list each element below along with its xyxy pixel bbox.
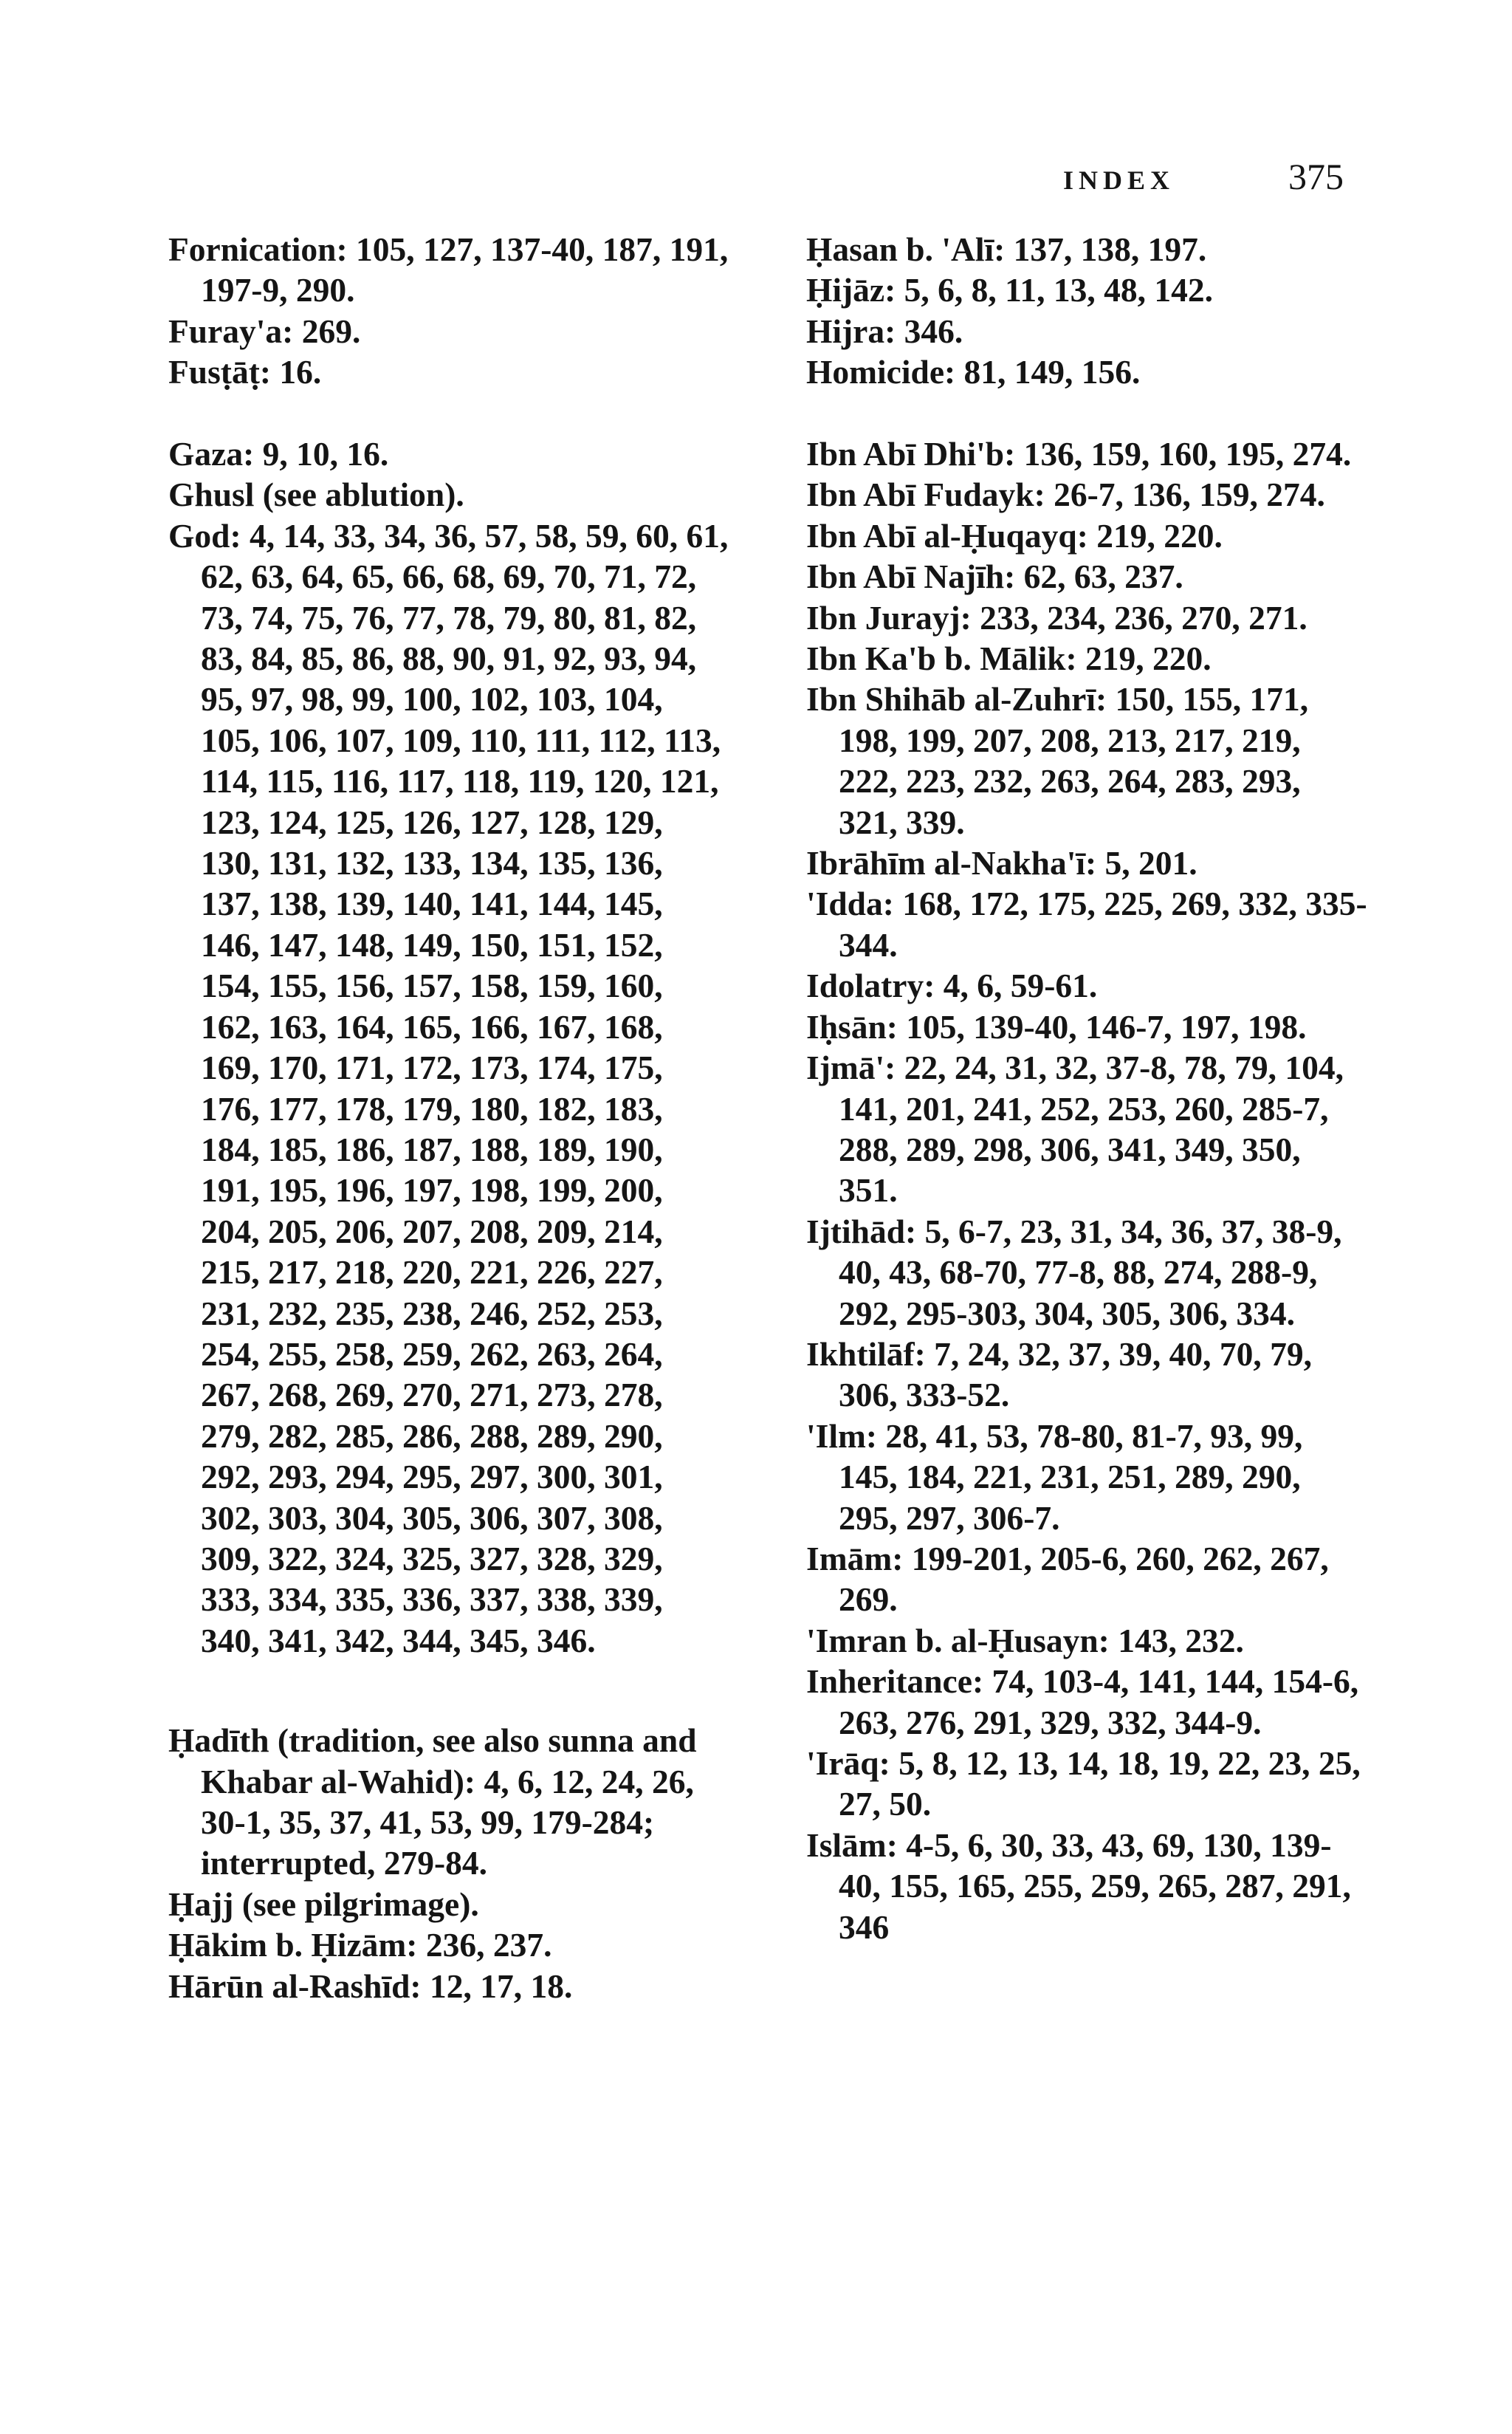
- section-gap: [168, 393, 729, 433]
- index-entry: Ḥasan b. 'Alī: 137, 138, 197.: [806, 230, 1207, 268]
- index-entry: Furay'a: 269.: [168, 312, 361, 350]
- index-entry: Ikhtilāf: 7, 24, 32, 37, 39, 40, 70, 79, 306, 333-52.: [806, 1334, 1313, 1414]
- index-entry: 'Ilm: 28, 41, 53, 78-80, 81-7, 93, 99, 145, 184, 221, 231, 251, 289, 290, 295, 297, 306-7.: [806, 1416, 1303, 1537]
- index-entry: Ḥadīth (tradition, see also sunna and Khabar al-Wahid): 4, 6, 12, 24, 26, 30-1, 35, 37, 41, 53, 99, 179-284; interrupted, 279-84.: [168, 1721, 697, 1882]
- index-entry: Ḥākim b. Ḥizām: 236, 237.: [168, 1926, 552, 1964]
- index-entry: Hārūn al-Rashīd: 12, 17, 18.: [168, 1967, 573, 2005]
- index-entry: Ibn Abī al-Ḥuqayq: 219, 220.: [806, 516, 1223, 555]
- running-title: INDEX: [1063, 165, 1175, 195]
- index-entry: Gaza: 9, 10, 16.: [168, 435, 389, 473]
- index-entry: Ibrāhīm al-Nakha'ī: 5, 201.: [806, 844, 1197, 882]
- index-entry: Ibn Abī Najīh: 62, 63, 237.: [806, 558, 1183, 596]
- index-entry: Idolatry: 4, 6, 59-61.: [806, 967, 1098, 1005]
- left-column: [168, 229, 729, 2006]
- index-entry: Ibn Abī Fudayk: 26-7, 136, 159, 274.: [806, 476, 1325, 514]
- index-entry: Iḥsān: 105, 139-40, 146-7, 197, 198.: [806, 1007, 1307, 1046]
- index-entry: 'Irāq: 5, 8, 12, 13, 14, 18, 19, 22, 23, 25, 27, 50.: [806, 1744, 1361, 1823]
- index-entry: Imām: 199-201, 205-6, 260, 262, 267, 269.: [806, 1539, 1329, 1619]
- index-entry: Ghusl (see ablution).: [168, 476, 464, 514]
- index-entry: 'Imran b. al-Ḥusayn: 143, 232.: [806, 1621, 1244, 1659]
- index-entry: Fornication: 105, 127, 137-40, 187, 191, 197-9, 290.: [168, 230, 729, 309]
- index-entry: Inheritance: 74, 103-4, 141, 144, 154-6, 263, 276, 291, 329, 332, 344-9.: [806, 1662, 1359, 1741]
- index-entry: Fusṭāṭ: 16.: [168, 353, 322, 391]
- index-entry: Ibn Jurayj: 233, 234, 236, 270, 271.: [806, 598, 1307, 637]
- section-gap: [168, 1661, 729, 1720]
- index-entry: Ijtihād: 5, 6-7, 23, 31, 34, 36, 37, 38-9, 40, 43, 68-70, 77-8, 88, 274, 288-9, 292, 295-303, 304, 305, 306, 334.: [806, 1212, 1342, 1332]
- section-gap: [806, 393, 1367, 433]
- index-entry: Ḥajj (see pilgrimage).: [168, 1885, 479, 1923]
- index-entry: God: 4, 14, 33, 34, 36, 57, 58, 59, 60, 61, 62, 63, 64, 65, 66, 68, 69, 70, 71, 72, 73, 74, 75, 76, 77, 78, 79, 80, 81, 82, 83, 84, 85, 86, 88, 90, 91, 92, 93, 94, 95, 97, 98, 99, 100, 102, 103, 104, 105, 106, 107, 109, 110, 111, 112, 113, 114, 115, 116, 117, 118, 119, 120, 121, 123, 124, 125, 126, 127, 128, 129, 130, 131, 132, 133, 134, 135, 136, 137, 138, 139, 140, 141, 144, 145, 146, 147, 148, 149, 150, 151, 152, 154, 155, 156, 157, 158, 159, 160, 162, 163, 164, 165, 166, 167, 168, 169, 170, 171, 172, 173, 174, 175, 176, 177, 178, 179, 180, 182, 183, 184, 185, 186, 187, 188, 189, 190, 191, 195, 196, 197, 198, 199, 200, 204, 205, 206, 207, 208, 209, 214, 215, 217, 218, 220, 221, 226, 227, 231, 232, 235, 238, 246, 252, 253, 254, 255, 258, 259, 262, 263, 264, 267, 268, 269, 270, 271, 273, 278, 279, 282, 285, 286, 288, 289, 290, 292, 293, 294, 295, 297, 300, 301, 302, 303, 304, 305, 306, 307, 308, 309, 322, 324, 325, 327, 328, 329, 333, 334, 335, 336, 337, 338, 339, 340, 341, 342, 344, 345, 346.: [168, 516, 729, 1659]
- page-number: 375: [1288, 156, 1344, 197]
- index-entry: Ḥijāz: 5, 6, 8, 11, 13, 48, 142.: [806, 271, 1214, 309]
- index-entry: 'Idda: 168, 172, 175, 225, 269, 332, 335-344.: [806, 885, 1367, 964]
- index-entry: Ijmā': 22, 24, 31, 32, 37-8, 78, 79, 104, 141, 201, 241, 252, 253, 260, 285-7, 288, 289, 298, 306, 341, 349, 350, 351.: [806, 1049, 1344, 1210]
- right-column: [806, 229, 1367, 1947]
- index-entry: Ibn Ka'b b. Mālik: 219, 220.: [806, 640, 1212, 678]
- index-entry: Homicide: 81, 149, 156.: [806, 353, 1141, 391]
- index-entry: Islām: 4-5, 6, 30, 33, 43, 69, 130, 139-40, 155, 165, 255, 259, 265, 287, 291, 346: [806, 1826, 1351, 1946]
- running-header: [1063, 155, 1344, 207]
- index-entry: Ibn Shihāb al-Zuhrī: 150, 155, 171, 198, 199, 207, 208, 213, 217, 219, 222, 223, 232, 263, 264, 283, 293, 321, 339.: [806, 680, 1309, 841]
- index-entry: Ibn Abī Dhi'b: 136, 159, 160, 195, 274.: [806, 435, 1352, 473]
- index-entry: Hijra: 346.: [806, 312, 963, 350]
